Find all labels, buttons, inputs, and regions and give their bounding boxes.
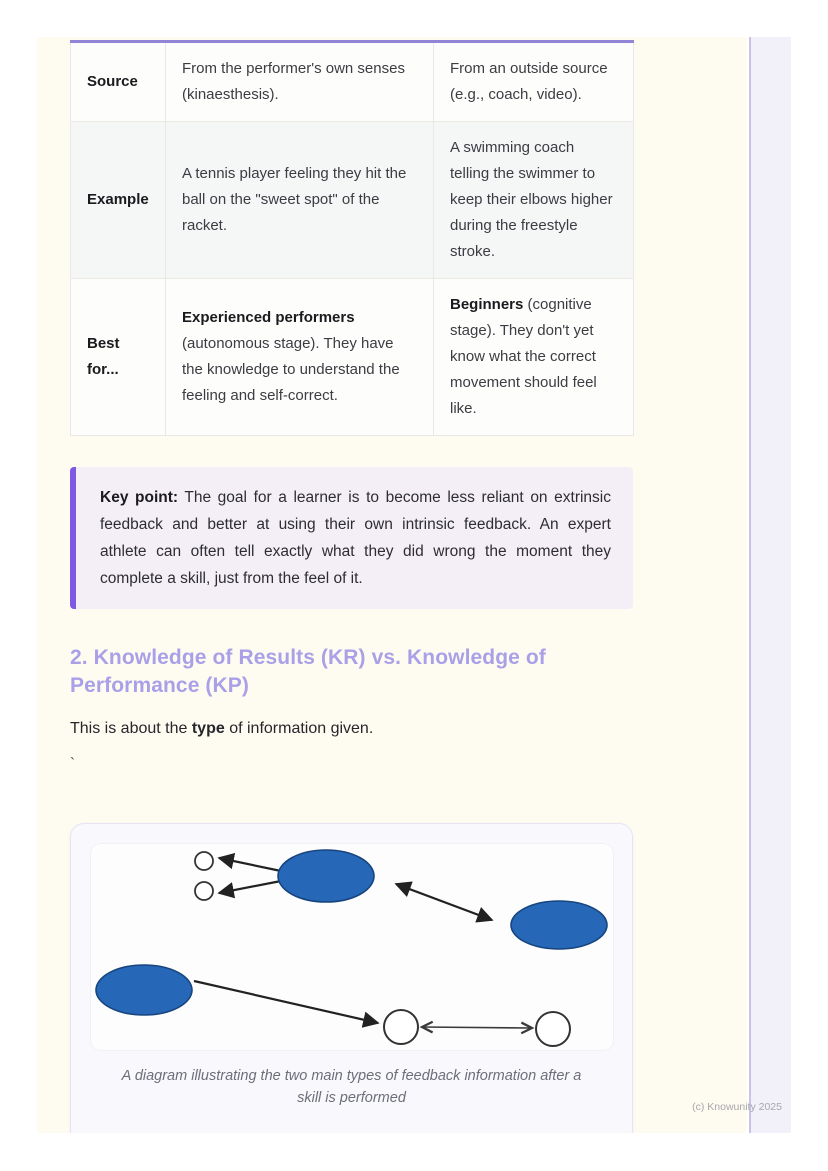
- key-point-callout: [70, 467, 633, 609]
- open-circle-right: [536, 1012, 570, 1046]
- intro-text-bold: type: [191, 720, 225, 737]
- document-page: [37, 37, 747, 1133]
- cell-source-extrinsic: From an outside source (e.g., coach, video).: [434, 42, 634, 122]
- section-heading: 2. Knowledge of Results (KR) vs. Knowledge of Performance (KP): [70, 646, 546, 697]
- arrow-top-ellipse-to-circle2: [219, 881, 281, 893]
- row-header-example: Example: [71, 122, 166, 279]
- next-page-edge: [749, 37, 791, 1133]
- arrow-double-top-to-right-ellipse: [396, 884, 492, 920]
- page-content: [70, 37, 633, 1133]
- feedback-comparison-table: [70, 40, 634, 436]
- blue-ellipse-bottom-left: [96, 965, 192, 1015]
- best-for-extrinsic-rest: (cognitive stage). They don't yet know what the correct movement should feel like.: [450, 296, 597, 417]
- arrow-top-ellipse-to-circle1: [219, 858, 281, 871]
- blue-ellipse-top: [278, 850, 374, 902]
- blue-ellipse-right: [511, 901, 607, 949]
- figure-caption: A diagram illustrating the two main types of feedback information after a skill is performed: [121, 1068, 582, 1106]
- row-header-best-for: Best for...: [71, 279, 166, 436]
- section-intro: [70, 717, 633, 741]
- key-point-label: Key point:: [100, 489, 179, 506]
- table-row-source: [71, 42, 634, 122]
- stray-backtick: `: [70, 755, 75, 772]
- feedback-diagram-svg: [91, 844, 613, 1050]
- arrow-double-between-circles: [422, 1027, 532, 1028]
- copyright-notice: (c) Knowunity 2025: [692, 1101, 782, 1113]
- best-for-extrinsic-lead: Beginners: [450, 296, 524, 313]
- arrow-bottom-ellipse-to-circle: [194, 981, 378, 1023]
- open-circle-left: [384, 1010, 418, 1044]
- feedback-diagram: [91, 844, 613, 1050]
- row-header-source: Source: [71, 42, 166, 122]
- cell-example-intrinsic: A tennis player feeling they hit the ball on the "sweet spot" of the racket.: [166, 122, 434, 279]
- key-point-text: The goal for a learner is to become less reliant on extrinsic feedback and better at using their own intrinsic feedback. An expert athlete can often tell exactly what they did wrong the moment they complete a skill, just from the feel of it.: [100, 489, 611, 587]
- intro-text-post: of information given.: [224, 720, 374, 737]
- cell-best-for-extrinsic: [434, 279, 634, 436]
- best-for-intrinsic-rest: (autonomous stage). They have the knowledge to understand the feeling and self-correct.: [182, 335, 400, 404]
- cell-source-intrinsic: From the performer's own senses (kinaesthesis).: [166, 42, 434, 122]
- table-row-example: [71, 122, 634, 279]
- small-circle-2: [195, 882, 213, 900]
- figure-card: [70, 823, 633, 1133]
- cell-best-for-intrinsic: [166, 279, 434, 436]
- cell-example-extrinsic: A swimming coach telling the swimmer to keep their elbows higher during the freestyle stroke.: [434, 122, 634, 279]
- intro-text-pre: This is about the: [70, 720, 192, 737]
- small-circle-1: [195, 852, 213, 870]
- table-row-best-for: [71, 279, 634, 436]
- best-for-intrinsic-lead: Experienced performers: [182, 309, 355, 326]
